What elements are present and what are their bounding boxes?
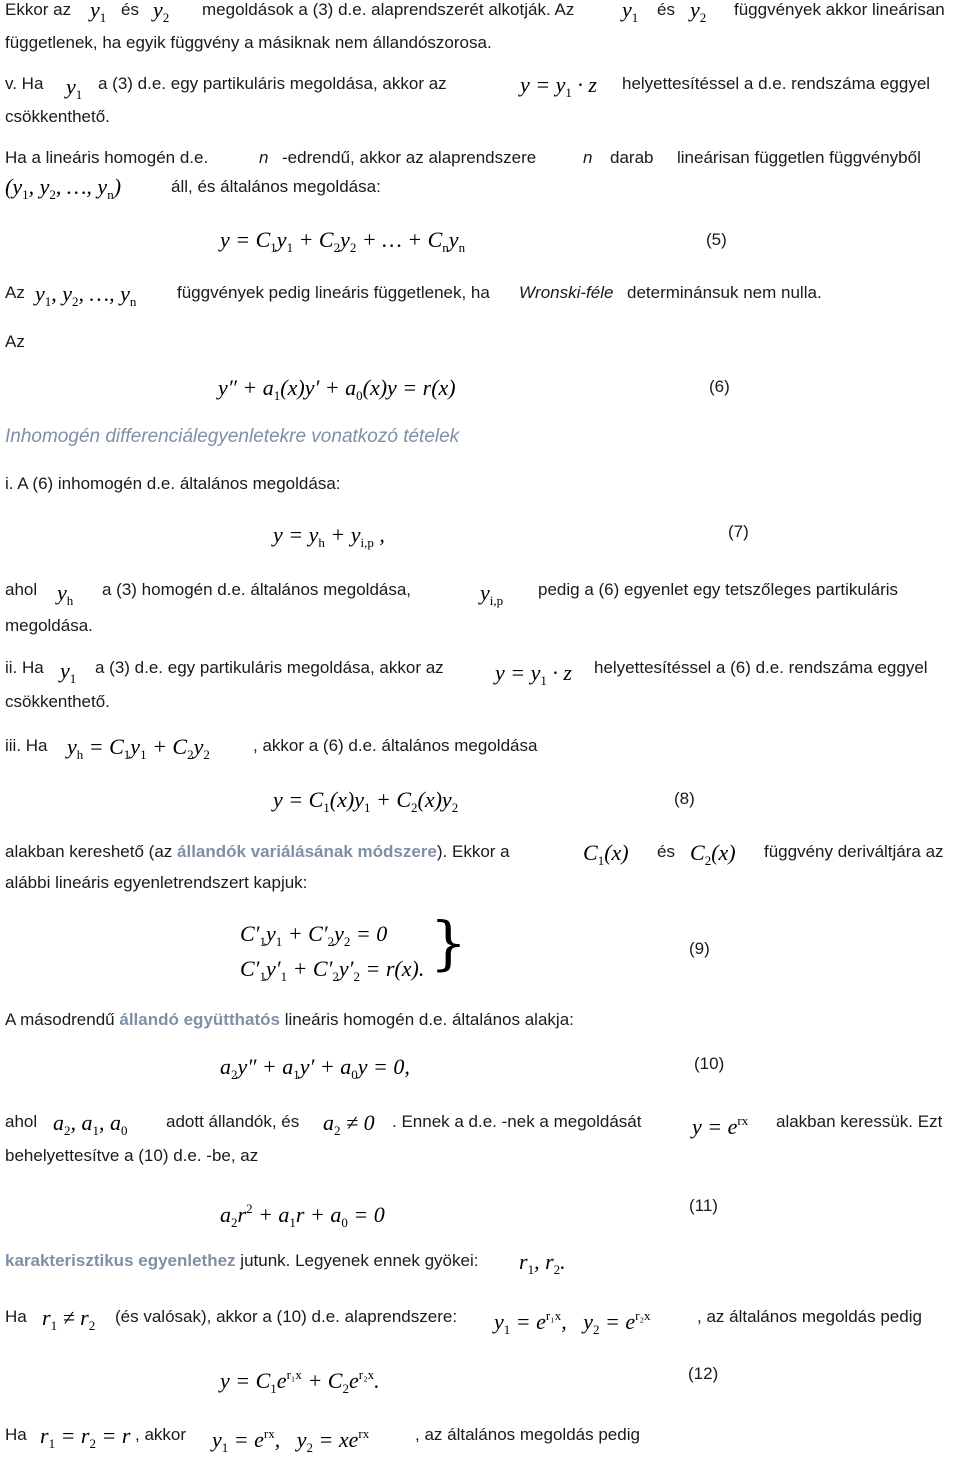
text: , az általános megoldás pedig	[415, 1425, 640, 1444]
text: pedig a (6) egyenlet egy tetszőleges partikuláris	[538, 580, 899, 599]
text: behelyettesítve a (10) d.e. -be, az	[5, 1146, 259, 1165]
math-y1: $y_1$	[90, 0, 107, 25]
math-eq9-row1: $C'_1y_1 + C'_2y_2 = 0$	[240, 921, 388, 949]
math-eq9-row2: $C'_1y'_1 + C'_2y'_2 = r(x)$.	[240, 956, 425, 984]
math-eq5: $y = C_1y_1 + C_2y_2$ + … + $C_ny_n$	[220, 227, 466, 255]
text: alakban keressük. Ezt	[776, 1112, 943, 1131]
brace: }	[430, 909, 467, 977]
text-with-keyword: alakban kereshető (az állandók variálásának módszere). Ekkor a	[5, 842, 510, 861]
math-yh: $y_h$	[57, 580, 74, 608]
equation-number: (7)	[728, 522, 749, 541]
keyword: karakterisztikus egyenlethez	[5, 1251, 236, 1270]
text: áll, és általános megoldása:	[171, 177, 381, 196]
equation-number: (8)	[674, 789, 695, 808]
text: a (3) d.e. egy partikuláris megoldása, akkor az	[98, 74, 447, 93]
math-eq10: $a_2y'' + a_1y' + a_0y = 0$,	[220, 1054, 410, 1082]
keyword: állandó együtthatós	[119, 1010, 280, 1029]
equation-number: (10)	[694, 1054, 725, 1073]
math-a2-nonzero: $a_2 \ne 0$	[323, 1110, 375, 1138]
keyword: állandók variálásának módszere	[177, 842, 437, 861]
math-coeffs: $a_2$, $a_1$, $a_0$	[53, 1110, 128, 1138]
text: iii. Ha	[5, 736, 48, 755]
math-equal-roots: $r_1 = r_2 = r$	[40, 1423, 131, 1451]
section-heading: Inhomogén differenciálegyenletekre vonatkozó tételek	[5, 426, 460, 447]
text: determinánsuk nem nulla.	[627, 283, 822, 302]
text: Wronski-féle	[519, 283, 614, 302]
equation-number: (12)	[688, 1364, 719, 1383]
text: -edrendű, akkor az alaprendszere	[282, 148, 537, 167]
text: (és valósak), akkor a (10) d.e. alaprendszere:	[115, 1307, 458, 1326]
text: ahol	[5, 580, 38, 599]
text: Ha	[5, 1425, 27, 1444]
text: Ekkor az	[5, 0, 72, 19]
text: a (3) d.e. egy partikuláris megoldása, akkor az	[95, 658, 444, 677]
math-y2: $y_2$	[690, 0, 707, 25]
text: lineárisan független függvényből	[677, 148, 921, 167]
equation-number: (5)	[706, 230, 727, 249]
math-yh-def: $y_h = C_1y_1 + C_2y_2$	[67, 734, 210, 762]
math-eq8: $y = C_1(x)y_1 + C_2(x)y_2$	[273, 787, 459, 815]
text-with-keyword: A másodrendű állandó együtthatós lineáris homogén d.e. általános alakja:	[5, 1010, 574, 1029]
text: alábbi lineáris egyenletrendszert kapjuk:	[5, 873, 308, 892]
text: v. Ha	[5, 74, 44, 93]
text: megoldások a (3) d.e. alaprendszerét alkotják. Az	[202, 0, 575, 19]
text: függvények pedig lineáris függetlenek, ha	[177, 283, 490, 302]
text: ahol	[5, 1112, 38, 1131]
equation-number: (9)	[689, 939, 710, 958]
text: darab	[610, 148, 654, 167]
math-basis-distinct: $y_1 = e^{r_1x}$, $y_2 = e^{r_2x}$	[494, 1308, 651, 1337]
text: i. A (6) inhomogén d.e. általános megoldása:	[5, 474, 341, 493]
text: Az	[5, 332, 25, 351]
text: , akkor a (6) d.e. általános megoldása	[253, 736, 538, 755]
math-trial: $y = e^{rx}$	[692, 1113, 749, 1139]
math-distinct-roots: $r_1 \ne r_2$	[42, 1305, 96, 1333]
text: és	[657, 0, 675, 19]
math-roots: $r_1$, $r_2$.	[519, 1249, 566, 1277]
text: helyettesítéssel a (6) d.e. rendszáma eggyel	[594, 658, 928, 677]
text: csökkenthető.	[5, 107, 110, 126]
math-C1x: $C_1(x)$	[583, 840, 629, 868]
text: és	[657, 842, 675, 861]
math-eq11: $a_2r^2 + a_1r + a_0 = 0$	[220, 1201, 385, 1230]
text: Az	[5, 283, 25, 302]
text: függvény deriváltjára az	[764, 842, 944, 861]
text: ii. Ha	[5, 658, 44, 677]
text: adott állandók, és	[166, 1112, 300, 1131]
text: függetlenek, ha egyik függvény a másiknak nem állandószorosa.	[5, 33, 492, 52]
text: Ha	[5, 1307, 27, 1326]
math-basis: ($y_1$, $y_2$, …, $y_n$)	[5, 174, 122, 202]
equation-number: (11)	[689, 1196, 718, 1215]
text: a (3) homogén d.e. általános megoldása,	[102, 580, 412, 599]
text-with-keyword: karakterisztikus egyenlethez jutunk. Legyenek ennek gyökei:	[5, 1251, 479, 1270]
math-C2x: $C_2(x)$	[690, 840, 736, 868]
math-eq12: $y = C_1e^{r_1x} + C_2e^{r_2x}$.	[220, 1367, 380, 1396]
text: helyettesítéssel a d.e. rendszáma eggyel	[622, 74, 931, 93]
text: . Ennek a d.e. -nek a megoldását	[392, 1112, 642, 1131]
text: n	[259, 148, 269, 167]
math-subst: $y = y_1 \cdot z$	[520, 72, 597, 100]
math-subst: $y = y_1 \cdot z$	[495, 660, 572, 688]
equation-number: (6)	[709, 377, 730, 396]
text: csökkenthető.	[5, 692, 110, 711]
text: Ha a lineáris homogén d.e.	[5, 148, 209, 167]
text: és	[121, 0, 139, 19]
math-eq6: $y'' + a_1(x)y' + a_0(x)y = r(x)$	[218, 375, 456, 403]
text: n	[583, 148, 593, 167]
math-y1: $y_1$	[622, 0, 639, 25]
math-y1: $y_1$	[66, 74, 83, 102]
math-basis-list: $y_1$, $y_2$, …, $y_n$	[35, 281, 137, 309]
math-eq7: $y = y_h + y_{i,p}$ ,	[273, 522, 385, 550]
text: megoldása.	[5, 616, 93, 635]
math-basis-equal: $y_1 = e^{rx}$, $y_2 = xe^{rx}$	[212, 1426, 370, 1455]
math-yip: $y_{i,p}$	[480, 580, 504, 608]
math-y1: $y_1$	[60, 658, 77, 686]
text: , az általános megoldás pedig	[697, 1307, 922, 1326]
text: , akkor	[135, 1425, 187, 1444]
math-y2: $y_2$	[153, 0, 170, 25]
text: függvények akkor lineárisan	[734, 0, 945, 19]
